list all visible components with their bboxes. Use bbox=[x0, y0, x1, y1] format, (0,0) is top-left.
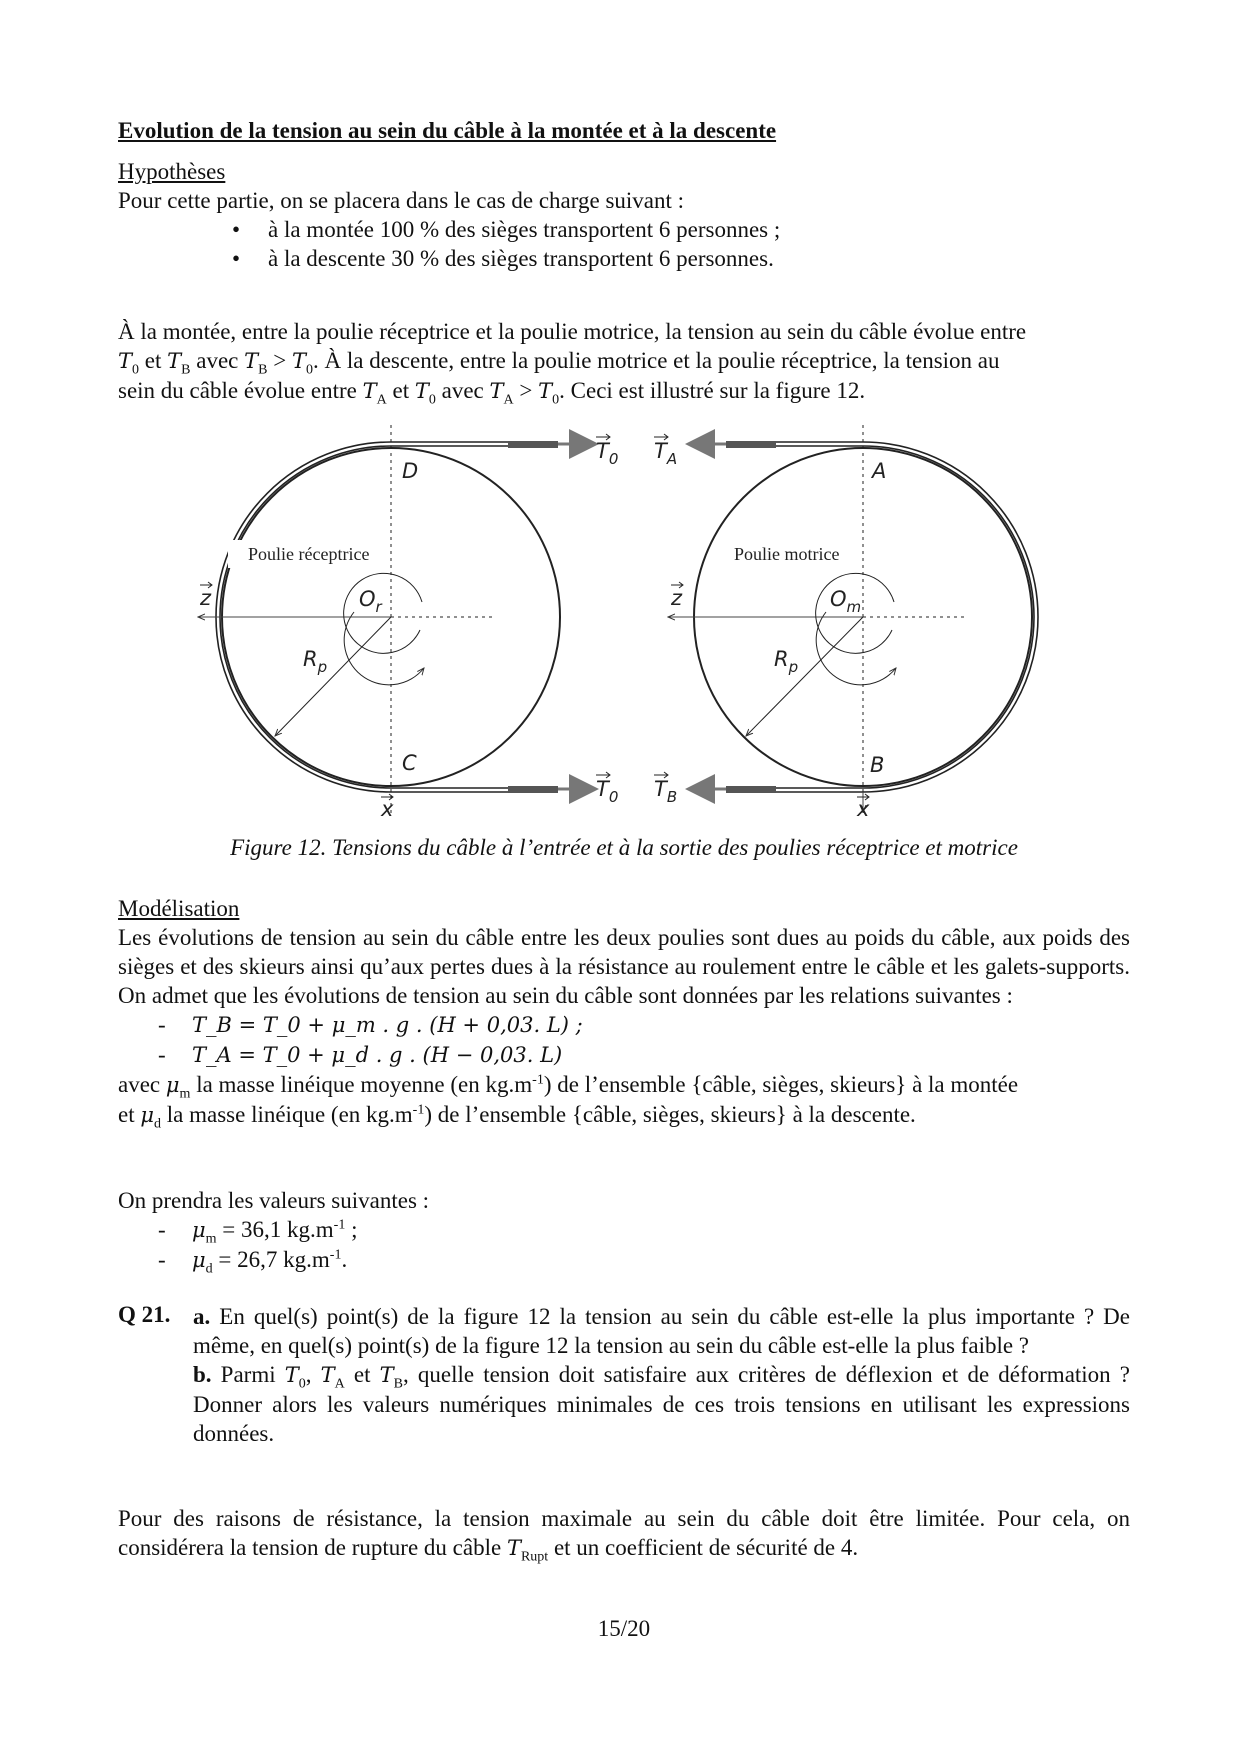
figure-12-pulleys bbox=[118, 0, 1130, 1754]
equation-ta: - T_A = T_0 + μ_d . g . (H − 0,03. L) bbox=[158, 1042, 563, 1067]
label-ta: $T_A$ bbox=[654, 439, 678, 468]
hypotheses-heading: Hypothèses bbox=[118, 159, 226, 184]
avec-line-2: et $\mu_d$ la masse linéique (en $kg.m^{-1}$) de l’ensemble {câble, sièges, skieurs} à la descente. bbox=[118, 1102, 916, 1132]
label-poulie-receptrice: Poulie réceptrice bbox=[248, 544, 370, 564]
label-poulie-motrice: Poulie motrice bbox=[734, 544, 840, 564]
radius-rp-right: $R_p$ bbox=[774, 647, 799, 676]
question-a: a. En quel(s) point(s) de la figure 12 la tension au sein du câble est-elle la plus importante ? De même, en quel(s) point(s) de la figure 12 la tension au sein du câble est-elle la plus faible ? bbox=[193, 1304, 1130, 1358]
hypotheses-intro: Pour cette partie, on se placera dans le cas de charge suivant : bbox=[118, 188, 685, 213]
question-b: b. Parmi $T_0$, $T_A$ et $T_B$, quelle tension doit satisfaire aux critères de déflexion et de déformation ? Donner alors les valeurs numériques minimales de ces trois tensions en utilisant les expressions données. bbox=[193, 1362, 1131, 1446]
page-number: 15/20 bbox=[597, 1616, 651, 1641]
point-c: C bbox=[402, 751, 417, 775]
question-number: Q 21. bbox=[118, 1302, 171, 1327]
figure-caption: Figure 12. Tensions du câble à l’entrée et à la sortie des poulies réceptrice et motrice bbox=[230, 835, 1018, 860]
modelisation-block bbox=[118, 894, 1130, 1130]
section-title: Evolution de la tension au sein du câble à la montée et à la descente bbox=[118, 118, 777, 143]
valeurs-intro: On prendra les valeurs suivantes : bbox=[118, 1188, 430, 1213]
modelisation-text: Les évolutions de tension au sein du câble entre les deux poulies sont dues au poids du câble, aux poids des sièges et des skieurs ainsi qu’aux pertes dues à la résistance au roulement entre le câble et les galets-supports. On admet que les évolutions de tension au sein du câble sont données par les relations suivantes : bbox=[118, 925, 1130, 1008]
radius-rp-left: $R_p$ bbox=[303, 647, 328, 676]
label-t0-bottom: $T_0$ bbox=[596, 777, 619, 806]
point-a: A bbox=[872, 459, 887, 483]
label-t0-top: $T_0$ bbox=[596, 439, 619, 468]
center-or: $O_r$ bbox=[359, 587, 382, 616]
valeurs-block bbox=[118, 1186, 1130, 1275]
point-b: B bbox=[870, 753, 885, 777]
paragraph-intro: À la montée, entre la poulie réceptrice et la poulie motrice, la tension au sein du câble évolue entre $T_0$ et $T_B$ avec $T_B > T_0$. À la descente, entre la poulie motrice et la poulie réceptrice, la tension au sein du câble évolue entre $T_A$ et $T_0$ avec $T_A > T_0$. Ceci est illustré sur la figure 12. bbox=[118, 319, 1027, 408]
avec-line-1: avec $\mu_m$ la masse linéique moyenne (en $kg.m^{-1}$) de l’ensemble {câble, sièges, skieurs} à la montée bbox=[118, 1072, 1019, 1102]
list-item: • à la descente 30 % des sièges transportent 6 personnes. bbox=[232, 246, 774, 271]
question-21 bbox=[118, 1302, 1130, 1448]
list-item: • à la montée 100 % des sièges transportent 6 personnes ; bbox=[232, 217, 781, 242]
left-pulley bbox=[198, 425, 596, 815]
axis-z-right: z bbox=[671, 586, 683, 610]
label-tb: $T_B$ bbox=[654, 777, 678, 806]
value-mu-m: - $\mu_m = 36,1$ $kg.m^{-1}$ ; bbox=[158, 1217, 358, 1247]
right-pulley bbox=[668, 425, 1038, 815]
axis-z-left: z bbox=[200, 586, 212, 610]
axis-x-left: x bbox=[381, 797, 394, 821]
modelisation-heading: Modélisation bbox=[118, 896, 240, 921]
value-mu-d: - $\mu_d = 26,7$ $kg.m^{-1}$. bbox=[158, 1247, 348, 1277]
equation-tb: - T_B = T_0 + μ_m . g . (H + 0,03. L) ; bbox=[158, 1012, 583, 1037]
center-om: $O_m$ bbox=[830, 587, 862, 616]
closing-paragraph: Pour des raisons de résistance, la tension maximale au sein du câble doit être limitée. Pour cela, on considérera la tension de rupture du câble $T_{Rupt}$ et un coefficient de sécurité de 4. bbox=[118, 1506, 1130, 1565]
axis-x-right: x bbox=[857, 797, 870, 821]
point-d: D bbox=[402, 459, 419, 483]
